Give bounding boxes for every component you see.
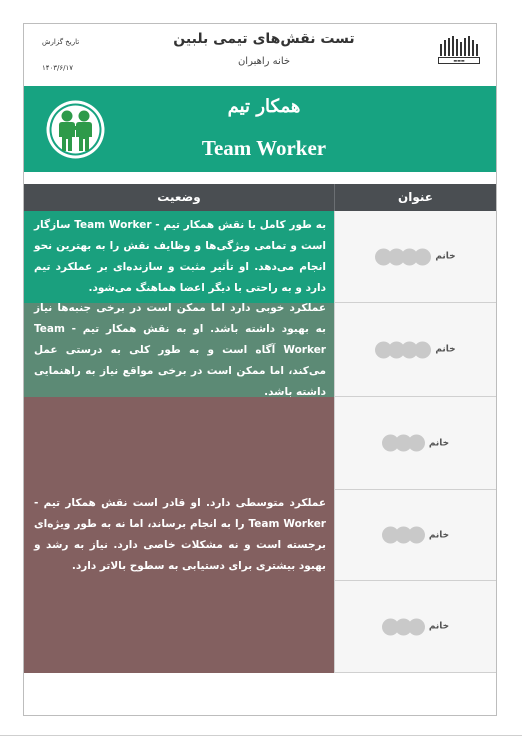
name-title: خانم — [435, 251, 456, 262]
redacted-name — [382, 618, 425, 635]
company-logo — [438, 36, 480, 64]
status-cell-excellent — [24, 211, 334, 303]
logo-text: ▬▬▬ — [438, 57, 480, 64]
redacted-name — [382, 527, 425, 544]
name-title: خانم — [428, 530, 450, 540]
team-people-icon — [45, 99, 106, 160]
status-cell-good — [24, 303, 334, 397]
spacer — [24, 172, 496, 184]
role-banner — [24, 86, 496, 172]
column-header-status: وضعیت — [157, 190, 201, 204]
page-divider — [0, 735, 522, 736]
redacted-name — [375, 341, 431, 358]
status-text: عملکرد متوسطی دارد. او قادر است نقش همکار تیم - Team Worker را به انجام برساند، اما نه به طور ویژه‌ای برجسته است و نه مشکلات خاصی دارد. نیاز به رشد و بهبود بیشتری برای دستیابی به سطوح بالاتر دارد. — [34, 497, 326, 572]
name-title: خانم — [428, 621, 450, 632]
name-cell — [334, 490, 496, 581]
role-title-fa: همکار تیم — [227, 96, 301, 117]
status-text: به طور کامل با نقش همکار تیم - Team Worker سازگار است و تمامی ویژگی‌ها و وظایف نقش را به بهترین نحو انجام می‌دهد. او تأثیر مثبت و سازنده‌ای بر عملکرد تیم دارد و به راحتی با دیگر اعضا هماهنگ می‌شود. — [34, 219, 327, 294]
role-title-en: Team Worker — [201, 136, 327, 160]
redacted-name — [382, 435, 425, 452]
name-cell — [334, 303, 496, 397]
column-header-title: عنوان — [334, 184, 496, 211]
report-title: تست نقش‌های تیمی بلبین — [173, 31, 355, 47]
report-subtitle: خانه راهبران — [237, 56, 291, 67]
name-title: خانم — [428, 438, 450, 448]
name-title: خانم — [435, 344, 456, 355]
name-cell — [334, 397, 496, 490]
name-cell — [334, 581, 496, 673]
report-page — [23, 23, 497, 716]
report-date: ۱۴۰۳/۶/۱۷ — [42, 64, 74, 72]
name-cell — [334, 211, 496, 303]
logo-bars-icon — [440, 36, 478, 56]
redacted-name — [375, 248, 431, 265]
status-text: عملکرد خوبی دارد اما ممکن است در برخی جنبه‌ها نیاز به بهبود داشته باشد. او به نقش همکار تیم - Team Worker آگاه است و به طور کلی به درستی عمل می‌کند، اما ممکن است در برخی مواقع نیاز به راهنمایی داشته باشد. — [34, 301, 326, 398]
report-date-label: تاریخ گزارش — [42, 38, 80, 46]
report-header — [24, 24, 496, 86]
status-cell-average — [24, 397, 334, 673]
table-header — [24, 184, 496, 211]
